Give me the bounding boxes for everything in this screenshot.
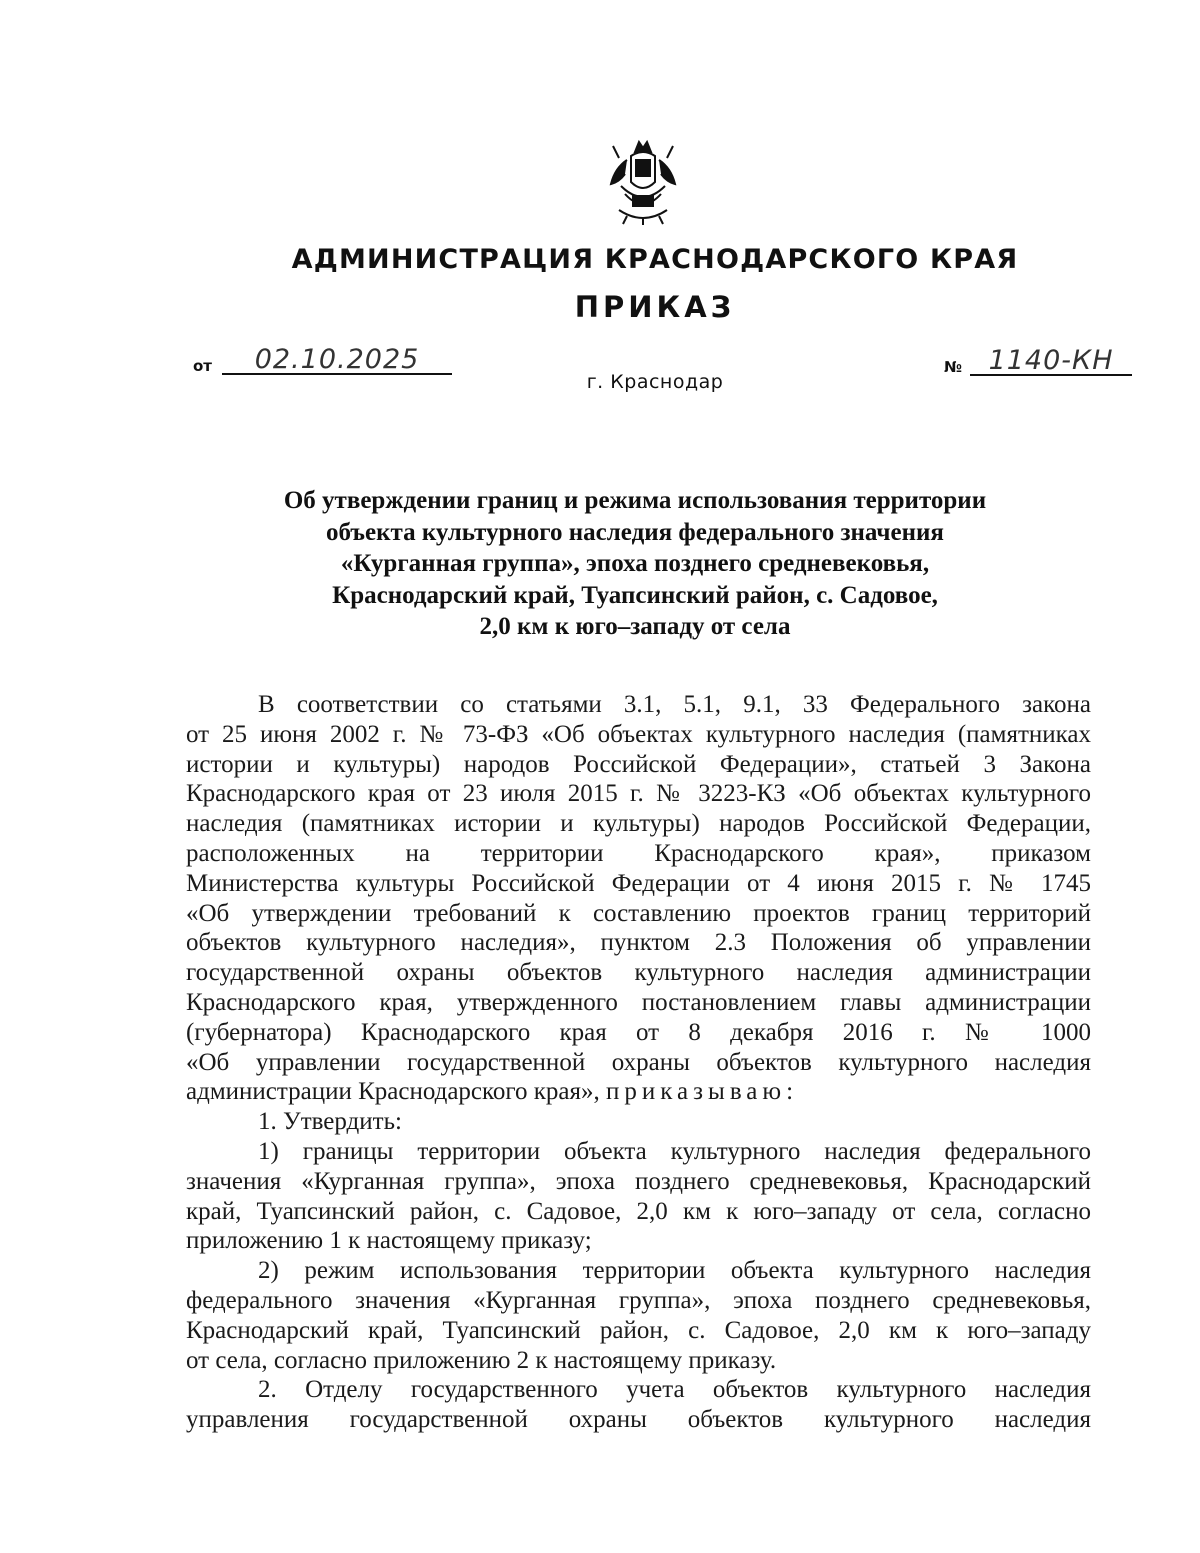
text-line: Краснодарский край, Туапсинский район, с. Садовое, 2,0 км к юго–западу [186, 1316, 1091, 1344]
text-line: приложению 1 к настоящему приказу; [186, 1227, 592, 1255]
document-place: г. Краснодар [586, 371, 724, 393]
number-value: 1140-КН [970, 348, 1132, 376]
text-line: от села, согласно приложению 2 к настоящему приказу. [186, 1346, 777, 1374]
item-1-heading: 1. Утвердить: [258, 1108, 402, 1136]
text-line: расположенных на территории Краснодарского края», приказом [186, 839, 1091, 867]
text-line: федерального значения «Курганная группа», эпоха позднего средневековья, [186, 1286, 1091, 1314]
text-line: В соответствии со статьями 3.1, 5.1, 9.1, 33 Федерального закона [258, 691, 1091, 718]
text-line: наследия (памятниках истории и культуры) народов Российской Федерации, [186, 810, 1091, 838]
text-line: Краснодарского края, утвержденного постановлением главы администрации [186, 988, 1091, 1016]
item-1-2-paragraph [186, 1256, 1091, 1375]
text-line [186, 1077, 1091, 1107]
text-line: 2) режим использования территории объекта культурного наследия [258, 1257, 1091, 1285]
order-word: приказываю: [606, 1078, 799, 1106]
heading-line: объекта культурного наследия федерального значения [326, 518, 944, 546]
text-line: «Об утверждении требований к составлению проектов границ территорий [186, 899, 1091, 927]
text-line: 2. Отделу государственного учета объектов культурного наследия [258, 1376, 1091, 1404]
document-type-title: ПРИКАЗ [574, 290, 736, 324]
text-line: (губернатора) Краснодарского края от 8 декабря 2016 г. № 1000 [186, 1018, 1091, 1046]
heading-line: «Курганная группа», эпоха позднего средневековья, [340, 550, 930, 577]
text-line: государственной охраны объектов культурного наследия администрации [186, 959, 1091, 987]
text-line: 1) границы территории объекта культурного наследия федерального [258, 1137, 1091, 1165]
text-line: Министерства культуры Российской Федерации от 4 июня 2015 г. № 1745 [186, 869, 1091, 897]
text-line: истории и культуры) народов Российской Федерации», статьей 3 Закона [186, 750, 1091, 778]
heading-line: 2,0 км к юго–западу от села [479, 613, 791, 640]
date-label: от [193, 357, 212, 375]
text-line: управления государственной охраны объектов культурного наследия [186, 1406, 1091, 1434]
text-line: значения «Курганная группа», эпоха позднего средневековья, Краснодарский [186, 1167, 1091, 1195]
preamble-paragraph [186, 690, 1091, 1107]
text-line: «Об управлении государственной охраны объектов культурного наследия [186, 1048, 1091, 1076]
number-label: № [944, 358, 963, 376]
coat-of-arms-icon [605, 138, 681, 226]
heading-line: Краснодарский край, Туапсинский район, с. Садовое, [332, 581, 938, 609]
item-1-1-paragraph [186, 1137, 1091, 1256]
item-2-paragraph [186, 1375, 1091, 1435]
text-line: край, Туапсинский район, с. Садовое, 2,0 км к юго–западу от села, согласно [186, 1197, 1091, 1225]
document-heading [170, 485, 1100, 643]
organization-title: АДМИНИСТРАЦИЯ КРАСНОДАРСКОГО КРАЯ [291, 244, 1019, 275]
text-line: от 25 июня 2002 г. № 73-ФЗ «Об объектах культурного наследия (памятниках [186, 720, 1091, 748]
date-value: 02.10.2025 [222, 347, 452, 375]
text-line: Краснодарского края от 23 июля 2015 г. № 3223-КЗ «Об объектах культурного [186, 780, 1091, 808]
preamble-last-text: администрации Краснодарского края», [186, 1078, 600, 1106]
heading-line: Об утверждении границ и режима использования территории [283, 487, 987, 514]
text-line: объектов культурного наследия», пунктом 2.3 Положения об управлении [186, 929, 1091, 957]
document-body [186, 690, 1091, 1435]
